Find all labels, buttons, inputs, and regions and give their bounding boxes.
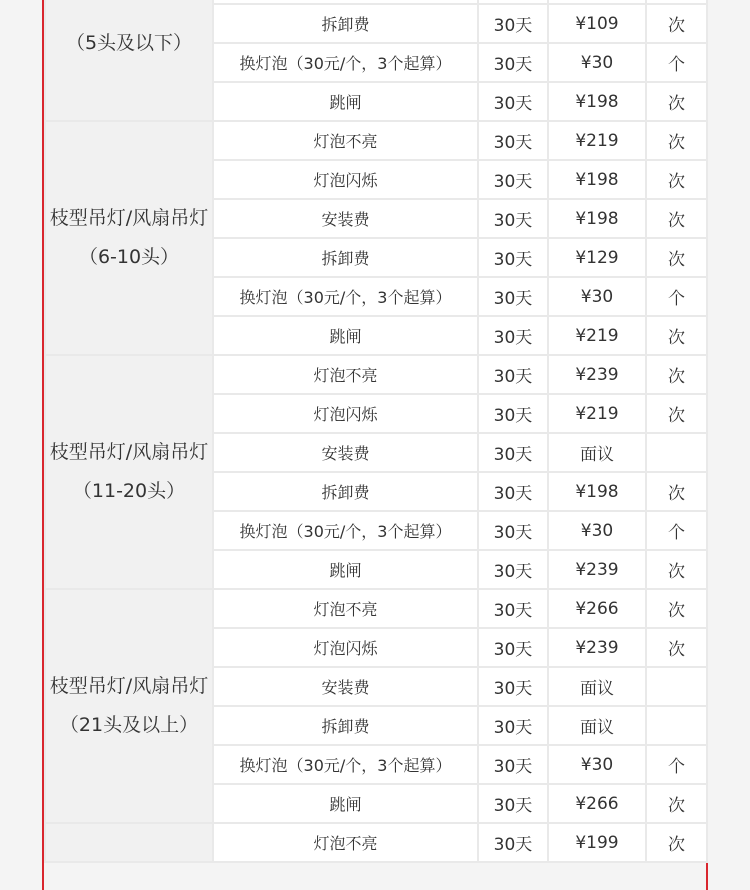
unit-cell: 次: [646, 238, 707, 277]
service-item-cell: 灯泡不亮: [213, 121, 478, 160]
price-cell: 面议: [548, 706, 646, 745]
price-cell: ¥239: [548, 550, 646, 589]
price-table: [44, 0, 708, 863]
service-item-cell: 拆卸费: [213, 706, 478, 745]
unit-cell: [646, 433, 707, 472]
warranty-days-cell: 30天: [478, 121, 548, 160]
warranty-days-cell: 30天: [478, 511, 548, 550]
unit-cell: 次: [646, 82, 707, 121]
price-cell: ¥198: [548, 82, 646, 121]
unit-cell: 个: [646, 745, 707, 784]
warranty-days-cell: 30天: [478, 316, 548, 355]
warranty-days-cell: 30天: [478, 706, 548, 745]
unit-cell: 次: [646, 199, 707, 238]
price-cell: ¥266: [548, 784, 646, 823]
warranty-days-cell: 30天: [478, 4, 548, 43]
price-cell: ¥219: [548, 394, 646, 433]
service-item-cell: 安装费: [213, 667, 478, 706]
service-item-cell: 灯泡不亮: [213, 589, 478, 628]
warranty-days-cell: 30天: [478, 277, 548, 316]
price-cell: ¥219: [548, 121, 646, 160]
service-item-cell: 换灯泡（30元/个，3个起算）: [213, 277, 478, 316]
lamp-category-title: 枝型吊灯/风扇吊灯: [49, 441, 209, 463]
unit-cell: 个: [646, 43, 707, 82]
service-item-cell: 灯泡闪烁: [213, 160, 478, 199]
unit-cell: 次: [646, 628, 707, 667]
warranty-days-cell: 30天: [478, 199, 548, 238]
warranty-days-cell: 30天: [478, 160, 548, 199]
warranty-days-cell: 30天: [478, 667, 548, 706]
warranty-days-cell: 30天: [478, 784, 548, 823]
price-cell: ¥198: [548, 472, 646, 511]
warranty-days-cell: 30天: [478, 43, 548, 82]
service-item-cell: 安装费: [213, 433, 478, 472]
table-row: [45, 823, 707, 862]
price-cell: ¥30: [548, 277, 646, 316]
warranty-days-cell: 30天: [478, 82, 548, 121]
service-item-cell: 跳闸: [213, 316, 478, 355]
service-item-cell: 跳闸: [213, 82, 478, 121]
lamp-category-cell: [45, 355, 213, 589]
price-cell: 面议: [548, 667, 646, 706]
lamp-category-subtitle: （21头及以上）: [59, 714, 199, 736]
lamp-category-cell: [45, 121, 213, 355]
price-cell: ¥239: [548, 628, 646, 667]
service-item-cell: 拆卸费: [213, 472, 478, 511]
price-cell: ¥30: [548, 745, 646, 784]
service-item-cell: 灯泡闪烁: [213, 628, 478, 667]
lamp-category-subtitle: （11-20头）: [72, 480, 186, 502]
service-item-cell: 安装费: [213, 199, 478, 238]
lamp-category-cell: [45, 0, 213, 121]
price-table-body: [45, 0, 707, 862]
price-cell: ¥198: [548, 199, 646, 238]
service-item-cell: 拆卸费: [213, 4, 478, 43]
lamp-category-subtitle: （6-10头）: [78, 246, 180, 268]
warranty-days-cell: 30天: [478, 745, 548, 784]
service-item-cell: 灯泡闪烁: [213, 394, 478, 433]
service-item-cell: 跳闸: [213, 550, 478, 589]
warranty-days-cell: 30天: [478, 394, 548, 433]
unit-cell: 次: [646, 160, 707, 199]
service-item-cell: 跳闸: [213, 784, 478, 823]
unit-cell: 次: [646, 550, 707, 589]
table-row: [45, 589, 707, 628]
unit-cell: 次: [646, 355, 707, 394]
service-item-cell: 换灯泡（30元/个，3个起算）: [213, 745, 478, 784]
price-table-wrapper: [44, 0, 706, 863]
service-item-cell: 换灯泡（30元/个，3个起算）: [213, 43, 478, 82]
lamp-category-title: 枝型吊灯/风扇吊灯: [49, 675, 209, 697]
service-item-cell: 换灯泡（30元/个，3个起算）: [213, 511, 478, 550]
lamp-category-title: 枝型吊灯/风扇吊灯: [49, 207, 209, 229]
price-cell: ¥239: [548, 355, 646, 394]
price-cell: ¥30: [548, 43, 646, 82]
warranty-days-cell: 30天: [478, 238, 548, 277]
price-cell: ¥199: [548, 823, 646, 862]
warranty-days-cell: 30天: [478, 433, 548, 472]
unit-cell: 个: [646, 511, 707, 550]
table-row: [45, 355, 707, 394]
lamp-category-subtitle: （5头及以下）: [65, 31, 193, 54]
unit-cell: [646, 706, 707, 745]
price-cell: ¥219: [548, 316, 646, 355]
warranty-days-cell: 30天: [478, 472, 548, 511]
service-item-cell: 拆卸费: [213, 238, 478, 277]
price-cell: 面议: [548, 433, 646, 472]
unit-cell: 次: [646, 394, 707, 433]
unit-cell: 次: [646, 316, 707, 355]
warranty-days-cell: 30天: [478, 628, 548, 667]
service-item-cell: 灯泡不亮: [213, 355, 478, 394]
warranty-days-cell: 30天: [478, 589, 548, 628]
unit-cell: 个: [646, 277, 707, 316]
warranty-days-cell: 30天: [478, 823, 548, 862]
warranty-days-cell: 30天: [478, 355, 548, 394]
table-row: [45, 121, 707, 160]
price-cell: ¥109: [548, 4, 646, 43]
price-cell: ¥30: [548, 511, 646, 550]
price-cell: ¥198: [548, 160, 646, 199]
lamp-category-cell: [45, 589, 213, 823]
unit-cell: 次: [646, 121, 707, 160]
service-item-cell: 灯泡不亮: [213, 823, 478, 862]
unit-cell: 次: [646, 589, 707, 628]
unit-cell: 次: [646, 784, 707, 823]
lamp-category-cell: [45, 823, 213, 862]
price-cell: ¥129: [548, 238, 646, 277]
price-cell: ¥266: [548, 589, 646, 628]
warranty-days-cell: 30天: [478, 550, 548, 589]
unit-cell: 次: [646, 472, 707, 511]
unit-cell: 次: [646, 4, 707, 43]
unit-cell: 次: [646, 823, 707, 862]
unit-cell: [646, 667, 707, 706]
